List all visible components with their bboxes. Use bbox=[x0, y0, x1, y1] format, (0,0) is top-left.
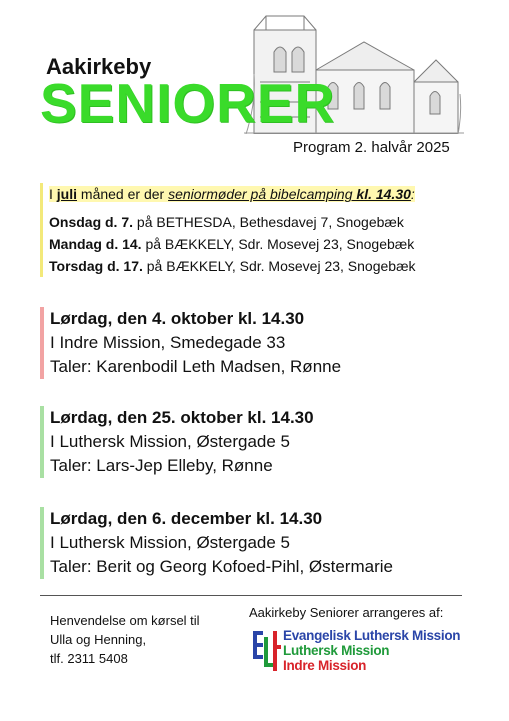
meeting-heading: Lørdag, den 6. december kl. 14.30 bbox=[50, 509, 323, 528]
footer-divider bbox=[40, 595, 462, 596]
intro-italic: seniormøder på bibelcamping bbox=[168, 186, 353, 202]
contact-phone: tlf. 2311 5408 bbox=[50, 651, 128, 666]
elm-logo-icon bbox=[249, 625, 283, 673]
contact-info bbox=[50, 611, 200, 668]
july-date-item bbox=[49, 211, 489, 233]
intro-prefix: I bbox=[49, 186, 57, 202]
meeting-heading: Lørdag, den 4. oktober kl. 14.30 bbox=[50, 309, 305, 328]
meeting-speaker: Taler: Karenbodil Leth Madsen, Rønne bbox=[50, 357, 342, 376]
organizations-logo bbox=[249, 625, 459, 675]
meeting-block bbox=[40, 507, 470, 579]
logo-line-elm: Evangelisk Luthersk Mission bbox=[283, 628, 461, 643]
meeting-block bbox=[40, 307, 470, 379]
meeting-place: I Indre Mission, Smedegade 33 bbox=[50, 333, 286, 352]
date-details: på BÆKKELY, Sdr. Mosevej 23, Snogebæk bbox=[142, 258, 416, 274]
meeting-speaker: Taler: Lars-Jep Elleby, Rønne bbox=[50, 456, 273, 475]
page-title: SENIORER bbox=[40, 72, 336, 134]
arranged-by-label: Aakirkeby Seniorer arrangeres af: bbox=[249, 605, 444, 620]
contact-line: Henvendelse om kørsel til bbox=[50, 613, 200, 628]
program-subtitle: Program 2. halvår 2025 bbox=[293, 139, 450, 156]
meeting-heading: Lørdag, den 25. oktober kl. 14.30 bbox=[50, 408, 314, 427]
intro-month: juli bbox=[56, 186, 78, 202]
date-details: på BÆKKELY, Sdr. Mosevej 23, Snogebæk bbox=[141, 236, 415, 252]
date-details: på BETHESDA, Bethesdavej 7, Snogebæk bbox=[133, 214, 404, 230]
meeting-place: I Luthersk Mission, Østergade 5 bbox=[50, 432, 291, 451]
meeting-speaker: Taler: Berit og Georg Kofoed-Pihl, Østermarie bbox=[50, 557, 393, 576]
intro-time: kl. 14.30 bbox=[352, 186, 411, 202]
date-day: Torsdag d. 17. bbox=[49, 258, 143, 274]
july-intro-line bbox=[49, 183, 489, 205]
meeting-place: I Luthersk Mission, Østergade 5 bbox=[50, 533, 291, 552]
intro-mid: måned er der bbox=[77, 186, 169, 202]
july-date-item bbox=[49, 255, 489, 277]
date-day: Mandag d. 14. bbox=[49, 236, 142, 252]
meeting-block bbox=[40, 406, 470, 478]
town-name: Aakirkeby bbox=[46, 54, 152, 79]
logo-line-lm: Luthersk Mission bbox=[283, 643, 390, 658]
intro-highlight bbox=[49, 186, 415, 202]
july-date-item bbox=[49, 233, 489, 255]
intro-end: : bbox=[410, 186, 415, 202]
logo-line-im: Indre Mission bbox=[283, 658, 367, 673]
contact-line: Ulla og Henning, bbox=[50, 632, 147, 647]
july-intro-block bbox=[40, 183, 489, 277]
date-day: Onsdag d. 7. bbox=[49, 214, 134, 230]
